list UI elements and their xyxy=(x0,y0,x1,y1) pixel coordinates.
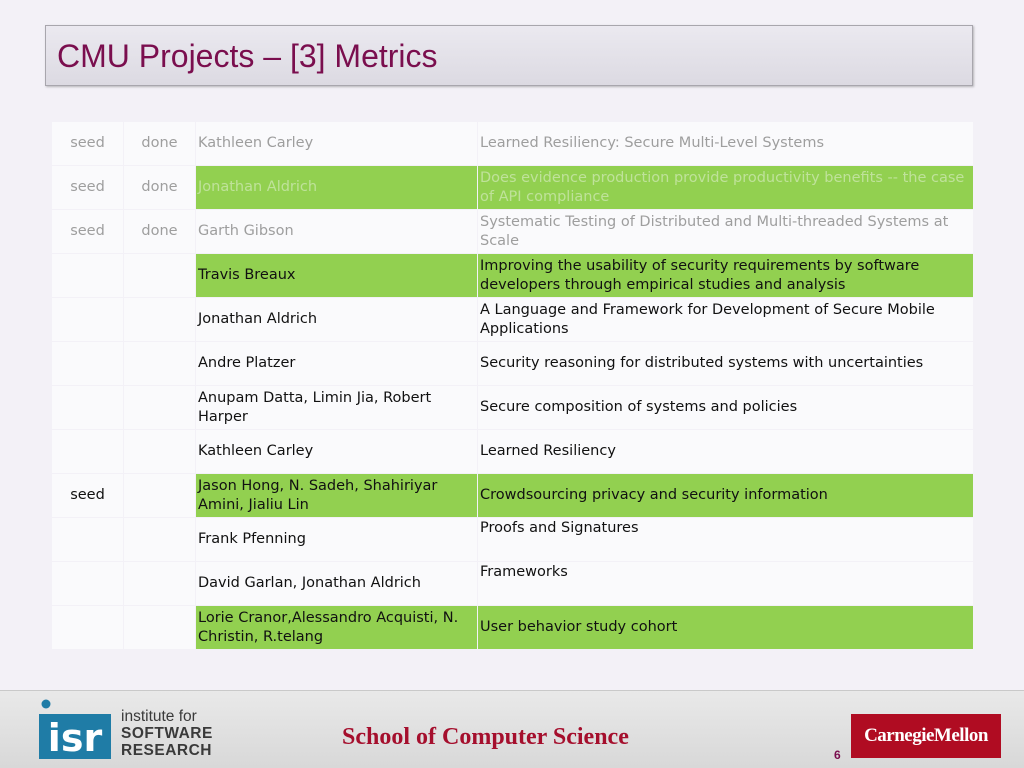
state-cell xyxy=(124,562,196,606)
state-cell xyxy=(124,254,196,298)
names-cell: Jason Hong, N. Sadeh, Shahiriyar Amini, Jialiu Lin xyxy=(196,474,478,518)
state-cell xyxy=(124,298,196,342)
project-cell: Learned Resiliency: Secure Multi-Level Systems xyxy=(478,122,974,166)
school-name: School of Computer Science xyxy=(342,724,629,750)
status-cell xyxy=(52,430,124,474)
names-cell: Kathleen Carley xyxy=(196,430,478,474)
status-cell xyxy=(52,562,124,606)
names-cell: Travis Breaux xyxy=(196,254,478,298)
names-cell: Andre Platzer xyxy=(196,342,478,386)
project-cell: A Language and Framework for Development of Secure Mobile Applications xyxy=(478,298,974,342)
state-cell xyxy=(124,430,196,474)
carnegie-mellon-logo: CarnegieMellon xyxy=(851,714,1001,758)
status-cell: seed xyxy=(52,210,124,254)
table-row xyxy=(52,342,974,386)
names-cell: Jonathan Aldrich xyxy=(196,298,478,342)
status-cell xyxy=(52,518,124,562)
project-cell: Crowdsourcing privacy and security information xyxy=(478,474,974,518)
projects-table xyxy=(51,121,974,650)
isr-logo-text xyxy=(121,708,213,759)
isr-line-3: RESEARCH xyxy=(121,742,212,759)
table-row xyxy=(52,518,974,562)
state-cell xyxy=(124,342,196,386)
isr-line-1: institute for xyxy=(121,708,197,725)
status-cell xyxy=(52,342,124,386)
status-cell: seed xyxy=(52,474,124,518)
table-row xyxy=(52,166,974,210)
table-row xyxy=(52,562,974,606)
table-row xyxy=(52,210,974,254)
table-row xyxy=(52,122,974,166)
isr-logo-letters: isr xyxy=(47,716,103,760)
names-cell: David Garlan, Jonathan Aldrich xyxy=(196,562,478,606)
slide-title: CMU Projects – [3] Metrics xyxy=(57,38,438,74)
project-cell: Secure composition of systems and policies xyxy=(478,386,974,430)
table-row xyxy=(52,298,974,342)
isr-logo xyxy=(37,697,217,763)
table-row xyxy=(52,606,974,650)
slide-title-bar xyxy=(45,25,973,86)
footer xyxy=(0,690,1024,768)
project-cell: Improving the usability of security requirements by software developers through empirical studies and analysis xyxy=(478,254,974,298)
state-cell xyxy=(124,474,196,518)
project-cell: Systematic Testing of Distributed and Multi-threaded Systems at Scale xyxy=(478,210,974,254)
status-cell xyxy=(52,606,124,650)
project-cell: Does evidence production provide productivity benefits -- the case of API compliance xyxy=(478,166,974,210)
names-cell: Frank Pfenning xyxy=(196,518,478,562)
state-cell: done xyxy=(124,210,196,254)
projects-table-body xyxy=(52,122,974,650)
table-row xyxy=(52,386,974,430)
project-cell: Frameworks xyxy=(478,562,974,606)
names-cell: Anupam Datta, Limin Jia, Robert Harper xyxy=(196,386,478,430)
names-cell: Jonathan Aldrich xyxy=(196,166,478,210)
table-row xyxy=(52,430,974,474)
status-cell xyxy=(52,386,124,430)
table-row xyxy=(52,474,974,518)
table-row xyxy=(52,254,974,298)
project-cell: Security reasoning for distributed systems with uncertainties xyxy=(478,342,974,386)
status-cell: seed xyxy=(52,122,124,166)
names-cell: Lorie Cranor,Alessandro Acquisti, N. Christin, R.telang xyxy=(196,606,478,650)
isr-line-2: SOFTWARE xyxy=(121,725,213,742)
state-cell: done xyxy=(124,122,196,166)
project-cell: User behavior study cohort xyxy=(478,606,974,650)
project-cell: Learned Resiliency xyxy=(478,430,974,474)
names-cell: Garth Gibson xyxy=(196,210,478,254)
status-cell xyxy=(52,298,124,342)
state-cell xyxy=(124,518,196,562)
isr-logo-mark xyxy=(37,697,113,761)
status-cell: seed xyxy=(52,166,124,210)
page-number: 6 xyxy=(834,748,841,762)
status-cell xyxy=(52,254,124,298)
state-cell: done xyxy=(124,166,196,210)
names-cell: Kathleen Carley xyxy=(196,122,478,166)
state-cell xyxy=(124,386,196,430)
project-cell: Proofs and Signatures xyxy=(478,518,974,562)
state-cell xyxy=(124,606,196,650)
